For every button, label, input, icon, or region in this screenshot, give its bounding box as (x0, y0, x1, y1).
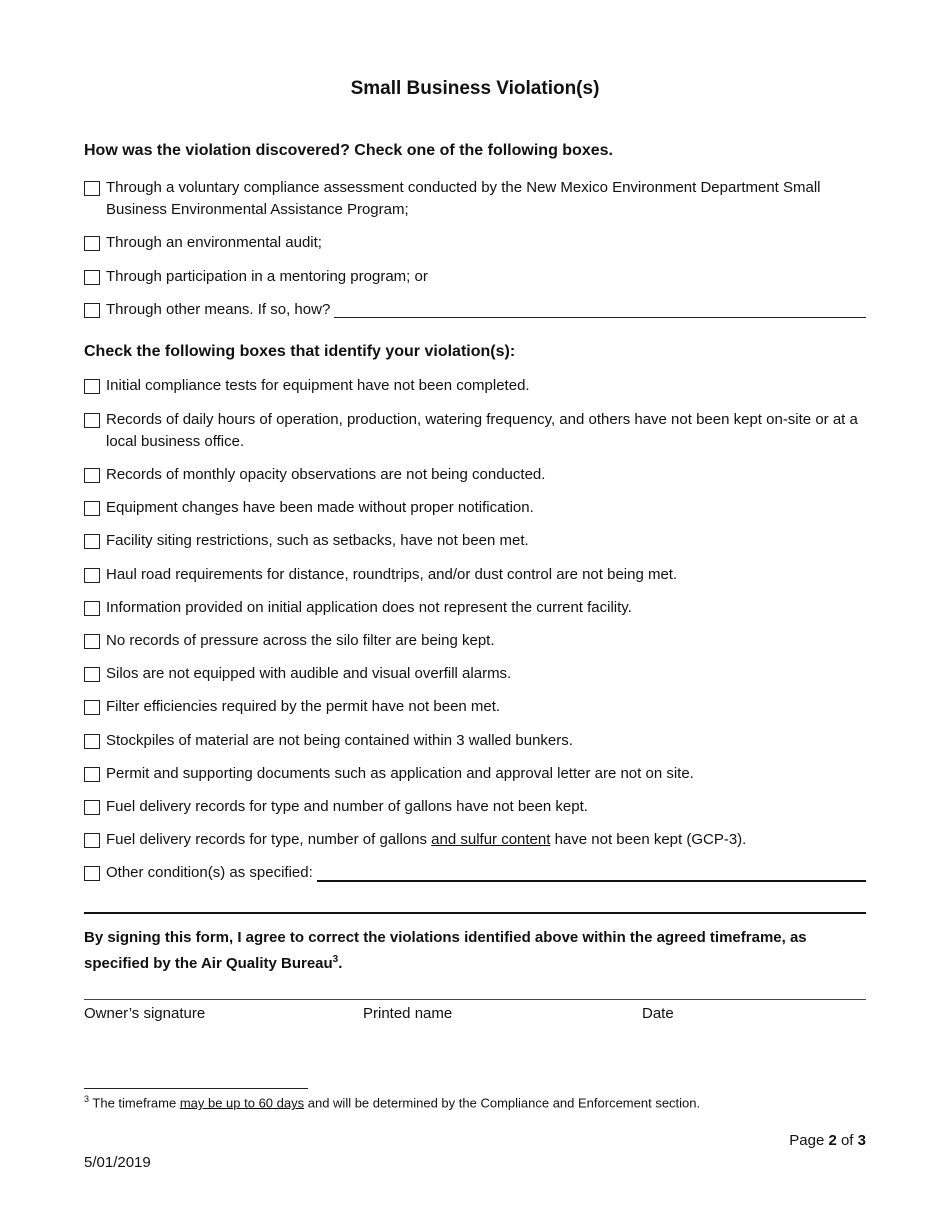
agreement-statement: By signing this form, I agree to correct the violations identified above within the agreed timeframe, as specified by the Air Quality Bureau$^3$. (84, 929, 807, 972)
option-label: Through an environmental audit; (106, 234, 322, 251)
violation-label: Fuel delivery records for type and number of gallons have not been kept. (106, 798, 588, 815)
checkbox[interactable] (84, 468, 100, 483)
option-label: Through other means. If so, how? (106, 301, 331, 318)
violation-label: Haul road requirements for distance, roundtrips, and/or dust control are not being met. (106, 566, 678, 583)
checkbox[interactable] (84, 634, 100, 649)
checkbox[interactable] (84, 534, 100, 549)
checkbox[interactable] (84, 700, 100, 715)
discovery-option-mentoring-program (84, 266, 866, 288)
violation-label: Filter efficiencies required by the permit have not been met. (106, 698, 501, 715)
violation-item (84, 564, 866, 586)
violation-item-other (84, 862, 866, 884)
violation-label: Information provided on initial application does not represent the current facility. (106, 599, 632, 616)
violation-item (84, 530, 866, 552)
violation-item (84, 597, 866, 619)
violation-label: Other condition(s) as specified: (106, 864, 313, 881)
checkbox[interactable] (84, 413, 100, 428)
violation-label: Fuel delivery records for type, number of gallons and sulfur content have not been kept (GCP-3). (106, 831, 747, 848)
option-label: Through a voluntary compliance assessment conducted by the New Mexico Environment Department Small Business Environmental Assistance Program; (106, 179, 821, 218)
checkbox[interactable] (84, 866, 100, 881)
checkbox[interactable] (84, 767, 100, 782)
checkbox[interactable] (84, 501, 100, 516)
violation-item (84, 409, 866, 453)
checkbox[interactable] (84, 568, 100, 583)
violation-label: No records of pressure across the silo filter are being kept. (106, 632, 495, 649)
checkbox[interactable] (84, 303, 100, 318)
checkbox[interactable] (84, 236, 100, 251)
discovery-option-voluntary-assessment (84, 177, 866, 221)
date-label: Date (642, 1005, 674, 1022)
violation-item (84, 796, 866, 818)
page-number: Page 2 of 3 (789, 1132, 866, 1149)
violation-item (84, 497, 866, 519)
violation-item (84, 696, 866, 718)
checkbox[interactable] (84, 270, 100, 285)
checkbox[interactable] (84, 667, 100, 682)
violation-item (84, 663, 866, 685)
footnote: $^3$ The timeframe may be up to 60 days and will be determined by the Compliance and Enforcement section. (84, 1094, 701, 1111)
violation-item (84, 375, 866, 397)
discovery-heading: How was the violation discovered? Check one of the following boxes. (84, 142, 613, 159)
checkbox[interactable] (84, 181, 100, 196)
discovery-option-environmental-audit (84, 232, 866, 254)
violation-label: Records of monthly opacity observations are not being conducted. (106, 466, 546, 483)
violation-label: Silos are not equipped with audible and visual overfill alarms. (106, 665, 512, 682)
owner-signature-label: Owner’s signature (84, 1005, 206, 1022)
signature-line[interactable] (84, 999, 866, 1000)
violation-label: Stockpiles of material are not being contained within 3 walled bunkers. (106, 732, 573, 749)
footnote-separator (84, 1088, 308, 1089)
sulfur-emphasis: and sulfur content (431, 831, 551, 848)
violation-label: Permit and supporting documents such as application and approval letter are not on site. (106, 765, 694, 782)
violations-heading: Check the following boxes that identify your violation(s): (84, 343, 516, 360)
checkbox[interactable] (84, 800, 100, 815)
other-condition-line-2[interactable] (84, 912, 866, 914)
violation-item (84, 730, 866, 752)
checkbox[interactable] (84, 833, 100, 848)
violation-item (84, 630, 866, 652)
other-condition-field[interactable] (317, 862, 866, 882)
printed-name-label: Printed name (363, 1005, 453, 1022)
discovery-option-other-means (84, 299, 866, 321)
page-title: Small Business Violation(s) (350, 78, 600, 99)
violation-label: Initial compliance tests for equipment have not been completed. (106, 377, 530, 394)
violation-label: Records of daily hours of operation, production, watering frequency, and others have not been kept on-site or at a local business office. (106, 411, 858, 450)
violation-label: Equipment changes have been made without proper notification. (106, 499, 534, 516)
other-means-field[interactable] (334, 299, 866, 318)
footnote-marker: 3 (84, 1094, 90, 1104)
checkbox[interactable] (84, 734, 100, 749)
checkbox[interactable] (84, 379, 100, 394)
footnote-ref: 3 (332, 954, 339, 965)
violation-label: Facility siting restrictions, such as setbacks, have not been met. (106, 532, 529, 549)
violation-item (84, 464, 866, 486)
violation-item-sulfur (84, 829, 866, 851)
revision-date: 5/01/2019 (84, 1154, 151, 1171)
violation-item (84, 763, 866, 785)
option-label: Through participation in a mentoring program; or (106, 268, 428, 285)
checkbox[interactable] (84, 601, 100, 616)
